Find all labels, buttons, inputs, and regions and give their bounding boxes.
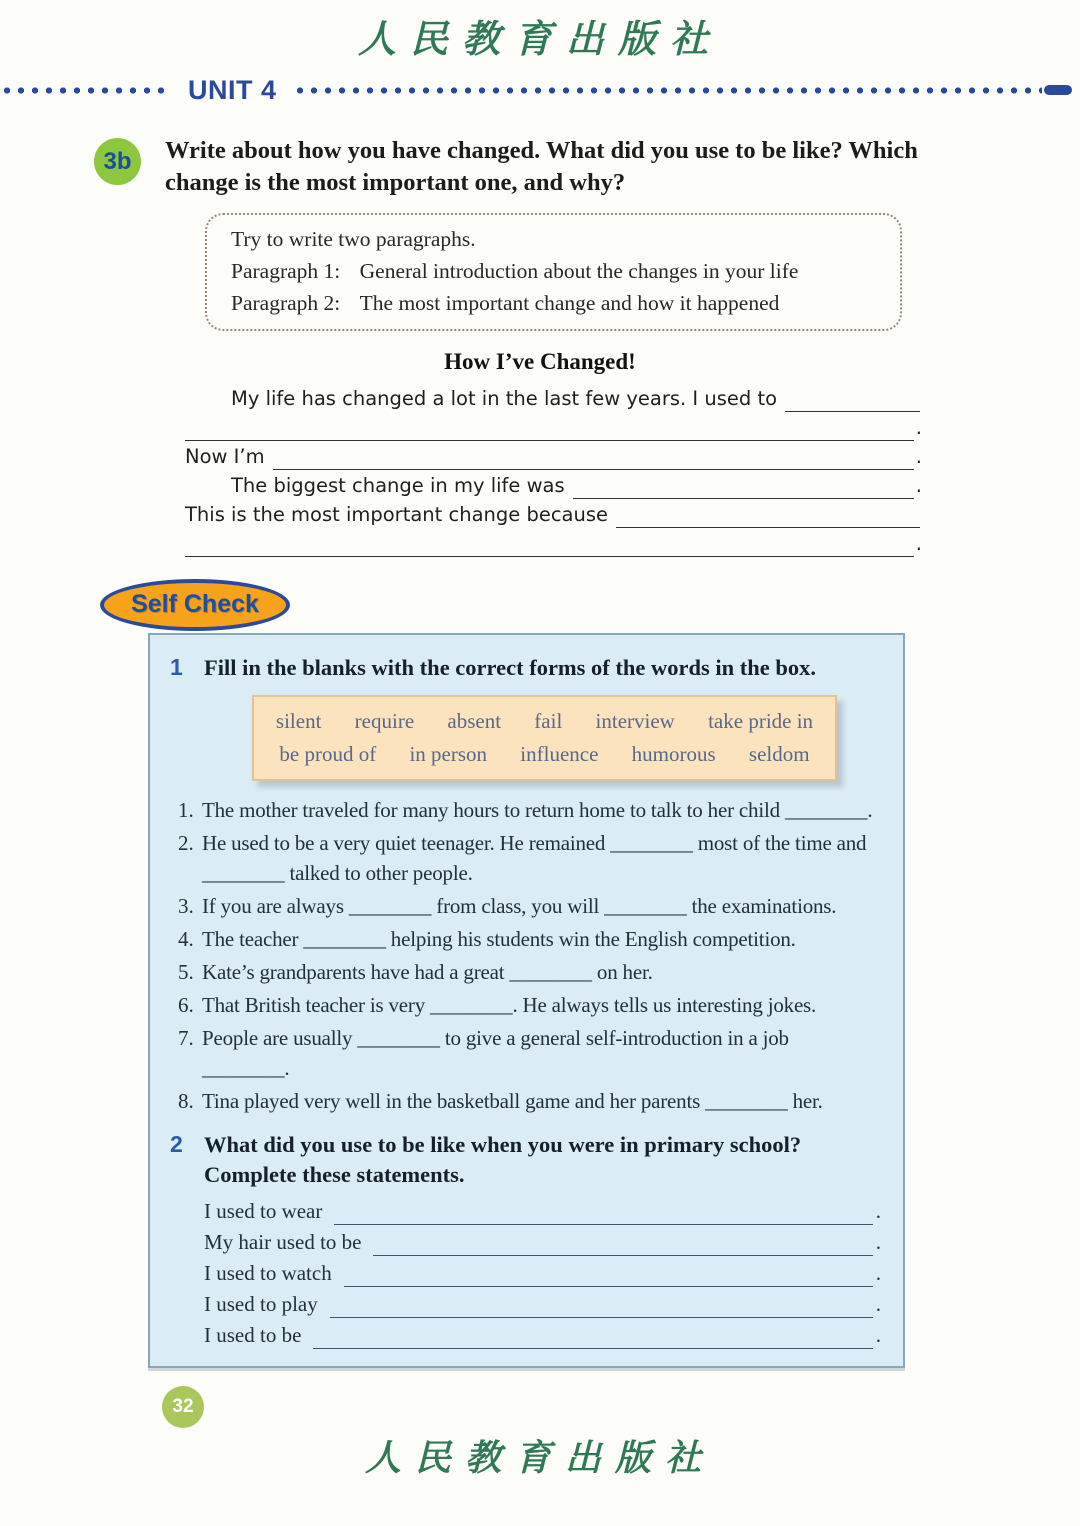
exercise-item [170, 990, 881, 1020]
essay-line [185, 503, 922, 532]
essay-text: This is the most important change because [185, 502, 609, 526]
item-text: Kate’s grandparents have had a great ________ on her. [202, 959, 653, 984]
blank-line [573, 498, 914, 499]
page-number-badge: 32 [162, 1386, 204, 1428]
item-number: 1. [178, 797, 194, 822]
paragraph1-label: Paragraph 1: [231, 258, 341, 283]
word: absent [447, 708, 502, 733]
publisher-logo-bottom: 人民教育出版社 [364, 1437, 715, 1480]
dotted-line-icon [0, 86, 172, 95]
activity-3b-badge: 3b [94, 138, 141, 185]
blank-line [334, 1224, 872, 1225]
statement-period: . [875, 1199, 881, 1224]
word-box-row [260, 738, 829, 771]
essay-period: . [915, 531, 922, 555]
statement-row [204, 1292, 881, 1323]
statement-period: . [875, 1323, 881, 1348]
essay-period: . [915, 473, 922, 497]
blank-line [185, 440, 914, 441]
essay-period: . [915, 444, 922, 468]
exercise-item [170, 957, 881, 987]
exercise1-title: Fill in the blanks with the correct forms of the words in the box. [204, 654, 817, 680]
item-number: 2. [178, 830, 194, 855]
essay-title: How I’ve Changed! [444, 348, 636, 374]
essay-text: My life has changed a lot in the last few years. I used to [231, 386, 778, 410]
word: humorous [631, 741, 716, 766]
exercise2-header [170, 1130, 881, 1190]
item-text: That British teacher is very ________. He always tells us interesting jokes. [202, 992, 817, 1017]
writing-tip-box [205, 213, 902, 331]
exercise-item [170, 1023, 881, 1083]
word: seldom [748, 741, 810, 766]
statement-label: I used to watch [204, 1261, 332, 1286]
exercise-item [170, 924, 881, 954]
essay-line [185, 532, 922, 561]
exercise2-statements [204, 1199, 881, 1354]
publisher-logo: 人民教育出版社 [357, 16, 722, 61]
unit-rule [0, 74, 1080, 105]
exercise-item [170, 1086, 881, 1116]
item-text: Tina played very well in the basketball game and her parents ________ her. [202, 1088, 823, 1113]
paragraph1-text: General introduction about the changes in your life [359, 258, 799, 283]
item-number: 7. [178, 1025, 194, 1050]
essay-line [185, 445, 922, 474]
word-box-row [260, 705, 829, 738]
item-text: The teacher ________ helping his students win the English competition. [202, 926, 796, 951]
exercise-item [170, 828, 881, 888]
unit-label: UNIT 4 [188, 74, 277, 105]
statement-row [204, 1199, 881, 1230]
word: interview [595, 708, 675, 733]
blank-line [330, 1317, 873, 1318]
end-dash-icon [1044, 85, 1072, 95]
item-number: 6. [178, 992, 194, 1017]
self-check-badge: Self Check [100, 579, 290, 631]
exercise1-items [170, 795, 881, 1116]
word: be proud of [279, 741, 377, 766]
blank-line [785, 411, 920, 412]
paragraph2-label: Paragraph 2: [231, 290, 341, 315]
exercise-item [170, 795, 881, 825]
exercise1-number: 1 [170, 653, 183, 680]
item-number: 8. [178, 1088, 194, 1113]
item-text: The mother traveled for many hours to return home to talk to her child ________. [202, 797, 873, 822]
tip-line: Try to write two paragraphs. [231, 226, 476, 251]
activity-3b [94, 135, 1080, 199]
word: take pride in [708, 708, 814, 733]
item-number: 4. [178, 926, 194, 951]
blank-line [373, 1255, 872, 1256]
blank-line [616, 527, 920, 528]
activity-3b-prompt: Write about how you have changed. What did you use to be like? Which change is the most important one, and why? [165, 137, 918, 196]
blank-line [344, 1286, 873, 1287]
self-check-panel [148, 633, 905, 1369]
item-number: 5. [178, 959, 194, 984]
item-text: If you are always ________ from class, you will ________ the examinations. [202, 893, 837, 918]
blank-line [185, 556, 914, 557]
statement-period: . [875, 1261, 881, 1286]
item-text: He used to be a very quiet teenager. He remained ________ most of the time and ________ talked to other people. [202, 830, 867, 885]
statement-row [204, 1323, 881, 1354]
statement-label: I used to play [204, 1292, 318, 1317]
word: require [354, 708, 415, 733]
essay-period: . [915, 415, 922, 439]
tip-line [231, 287, 886, 319]
word: fail [534, 708, 563, 733]
paragraph2-text: The most important change and how it happened [359, 290, 780, 315]
exercise-item [170, 891, 881, 921]
blank-line [273, 469, 914, 470]
word: influence [520, 741, 599, 766]
exercise2-title: What did you use to be like when you were in primary school? Complete these statements. [204, 1131, 802, 1187]
item-text: People are usually ________ to give a general self-introduction in a job ________. [202, 1025, 789, 1080]
item-number: 3. [178, 893, 194, 918]
statement-row [204, 1230, 881, 1261]
essay-line [185, 474, 922, 503]
dotted-line-icon [293, 86, 1042, 95]
essay-body [185, 387, 922, 561]
statement-period: . [875, 1292, 881, 1317]
statement-label: I used to wear [204, 1199, 323, 1224]
statement-period: . [875, 1230, 881, 1255]
essay-line [185, 416, 922, 445]
tip-line [231, 255, 886, 287]
statement-row [204, 1261, 881, 1292]
exercise2-number: 2 [170, 1130, 183, 1157]
word-box [252, 695, 837, 781]
essay-text: Now I’m [185, 444, 265, 468]
statement-label: My hair used to be [204, 1230, 362, 1255]
statement-label: I used to be [204, 1323, 302, 1348]
essay-text: The biggest change in my life was [231, 473, 565, 497]
word: silent [275, 708, 322, 733]
blank-line [313, 1348, 872, 1349]
word: in person [409, 741, 488, 766]
essay-line [185, 387, 922, 416]
exercise1-header [170, 653, 881, 683]
